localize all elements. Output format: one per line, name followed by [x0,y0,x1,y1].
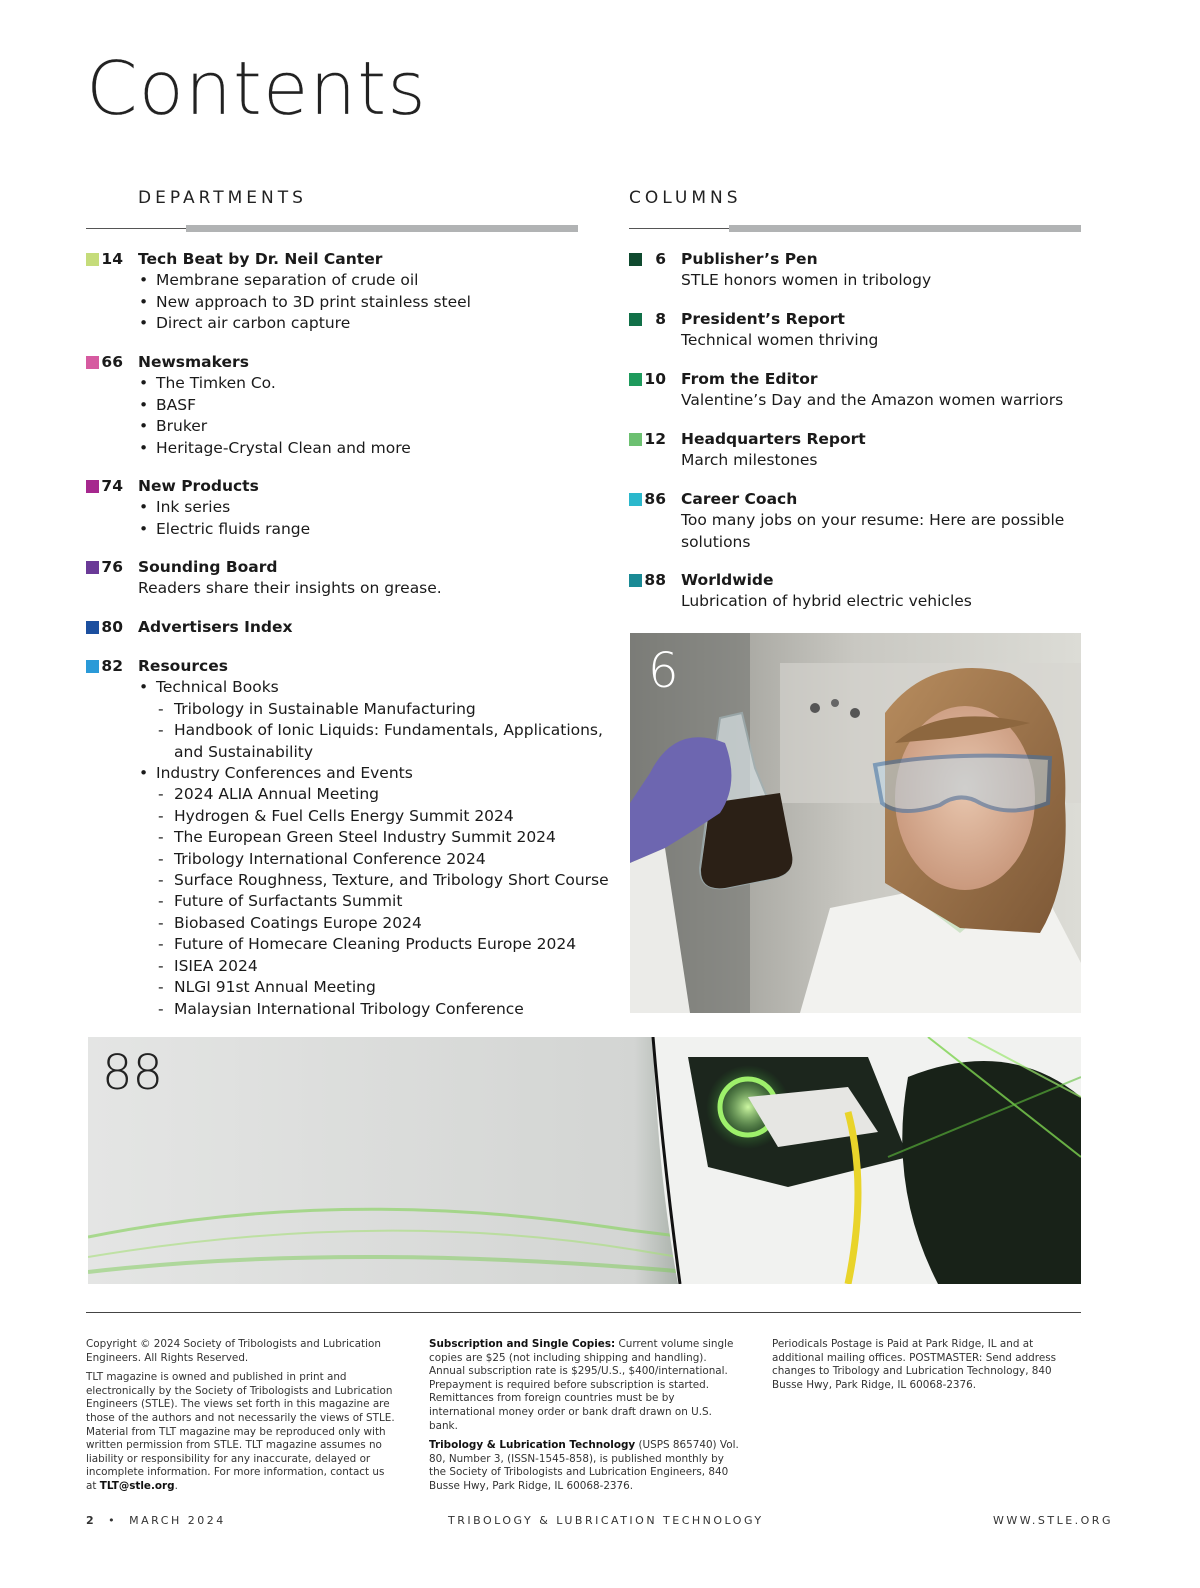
color-square [86,621,99,634]
color-square [86,660,99,673]
folio-left [86,1514,226,1527]
folio-publication: TRIBOLOGY & LUBRICATION TECHNOLOGY [448,1514,764,1527]
page-number: 14 [101,250,123,268]
folio-page-number: 2 [86,1514,97,1527]
resource-item: - Future of Surfactants Summit [156,891,609,912]
entry-title: Worldwide [681,571,774,589]
color-square [629,373,642,386]
entry-title: Resources [138,657,228,675]
entry-description: Valentine’s Day and the Amazon women warriors [681,391,1064,410]
departments-heading: DEPARTMENTS [138,188,307,208]
contact-email-link[interactable]: TLT@stle.org [99,1479,175,1492]
entry-title: Advertisers Index [138,618,293,636]
resource-item: - Tribology International Conference 2024 [156,849,609,870]
photo-page-number: 88 [102,1045,164,1101]
copyright-text: Copyright © 2024 Society of Tribologists and Lubrication Engineers. All Rights Reserved. [86,1338,381,1364]
color-square [629,253,642,266]
resource-item: - Biobased Coatings Europe 2024 [156,913,609,934]
lab-scientist-photo [630,633,1081,1013]
ownership-text: TLT magazine is owned and published in print and electronically by the Society of Tribologists and Lubrication Engineers (STLE). The views set forth in this magazine are those of the authors and not necessarily the views of STLE. Material from TLT magazine may be reproduced only with written permission from STLE. TLT magazine assumes no liability or responsibility for any inaccurate, delayed or incomplete information. For more information, contact us at TLT@stle.org. [86,1371,395,1492]
folio-date: MARCH 2024 [129,1514,226,1527]
bullet-item: • Direct air carbon capture [138,313,471,334]
resource-item: - Malaysian International Tribology Conference [156,999,609,1020]
resource-item: - Handbook of Ionic Liquids: Fundamentals, Applications, [156,720,609,741]
lab-scientist-illustration [630,633,1081,1013]
entry-description: Too many jobs on your resume: Here are possible [681,511,1065,530]
color-square [629,574,642,587]
resource-group-label: • Industry Conferences and Events - 2024 ALIA Annual Meeting - Hydrogen & Fuel Cells Energy Summit 2024 - The European Green Steel Industry Summit 2024 - Tribology International Conference 2024 - Surface Roughness, Texture, and Tribology Short Course - Future of Surfactants Summit - Biobased Coatings Europe 2024 - Future of Homecare Cleaning Products Europe 2024 - ISIEA 2024 - NLGI 91st Annual Meeting - Malaysian International Tribology Conference [138,763,609,1020]
resource-item: - The European Green Steel Industry Summit 2024 [156,827,609,848]
page-number: 82 [101,657,123,675]
columns-rule-thick [729,225,1081,232]
page-number: 86 [644,490,666,508]
photo-page-number: 6 [648,643,679,699]
entry-title: President’s Report [681,310,845,328]
folio-separator: • [108,1514,118,1527]
resource-item: - Surface Roughness, Texture, and Tribology Short Course [156,870,609,891]
columns-rule-thin [629,228,729,229]
entry-description: Technical women thriving [681,331,879,350]
page-title: Contents [86,46,427,132]
entry-title: Sounding Board [138,558,278,576]
page-number: 10 [644,370,666,388]
bullet-item: • New approach to 3D print stainless steel [138,292,471,313]
color-square [86,561,99,574]
ev-charging-illustration [88,1037,1081,1284]
resource-item: - 2024 ALIA Annual Meeting [156,784,609,805]
page-number: 80 [101,618,123,636]
postage-text: Periodicals Postage is Paid at Park Ridge, IL and at additional mailing offices. POSTMASTER: Send address changes to Tribology and Lubrication Technology, 840 Busse Hwy, Park Ridge, IL 60068-2376. [772,1338,1057,1391]
resource-item: - ISIEA 2024 [156,956,609,977]
resource-item: - Hydrogen & Fuel Cells Energy Summit 2024 [156,806,609,827]
bullet-item: • BASF [138,395,411,416]
color-square [86,253,99,266]
bullet-item: • Membrane separation of crude oil [138,270,471,291]
color-square [629,313,642,326]
footer-rule [86,1312,1081,1313]
color-square [86,356,99,369]
resource-item: - NLGI 91st Annual Meeting [156,977,609,998]
entry-title: Newsmakers [138,353,249,371]
bullet-item: • Heritage-Crystal Clean and more [138,438,411,459]
bullet-item: • The Timken Co. [138,373,411,394]
footer-copyright-column [86,1338,398,1500]
entry-title: Publisher’s Pen [681,250,818,268]
resource-item-continuation: and Sustainability [174,742,314,761]
entry-title: Career Coach [681,490,798,508]
page-number: 6 [655,250,666,268]
departments-rule-thin [86,228,186,229]
bullet-item: • Bruker [138,416,411,437]
columns-heading: COLUMNS [629,188,742,208]
entry-title: Tech Beat by Dr. Neil Canter [138,250,383,268]
page-number: 66 [101,353,123,371]
folio-url: WWW.STLE.ORG [993,1514,1113,1527]
subscription-text: Subscription and Single Copies: Current volume single copies are $25 (not including shipping and handling). Annual subscription rate is $295/U.S., $400/international. Prepayment is required before subscription is started. Remittances from foreign countries must be by international money order or bank draft drawn on U.S. bank. [429,1338,734,1432]
page-number: 12 [644,430,666,448]
resource-group-label: • Technical Books - Tribology in Sustainable Manufacturing - Handbook of Ionic Liquids: Fundamentals, Applications, and Sustainability [138,677,609,763]
entry-title: Headquarters Report [681,430,866,448]
resource-item: - Tribology in Sustainable Manufacturing [156,699,609,720]
entry-description: March milestones [681,451,818,470]
bullet-item: • Ink series [138,497,310,518]
departments-rule-thick [186,225,578,232]
entry-title: From the Editor [681,370,818,388]
page-number: 76 [101,558,123,576]
ev-charging-photo [88,1037,1081,1284]
footer-subscription-column [429,1338,741,1500]
footer-postage-column [772,1338,1072,1398]
publication-info-text: Tribology & Lubrication Technology (USPS 865740) Vol. 80, Number 3, (ISSN-1545-858), is published monthly by the Society of Tribologists and Lubrication Engineers, 840 Busse Hwy, Park Ridge, IL 60068-2376. [429,1439,739,1492]
entry-description: solutions [681,532,751,551]
page-number: 74 [101,477,123,495]
color-square [629,433,642,446]
entry-title: New Products [138,477,259,495]
page-number: 88 [644,571,666,589]
color-square [629,493,642,506]
resource-item: - Future of Homecare Cleaning Products Europe 2024 [156,934,609,955]
entry-description: STLE honors women in tribology [681,271,932,290]
entry-description: Lubrication of hybrid electric vehicles [681,592,972,611]
bullet-item: • Electric fluids range [138,519,310,540]
color-square [86,480,99,493]
page-number: 8 [655,310,666,328]
entry-description: Readers share their insights on grease. [138,579,442,598]
